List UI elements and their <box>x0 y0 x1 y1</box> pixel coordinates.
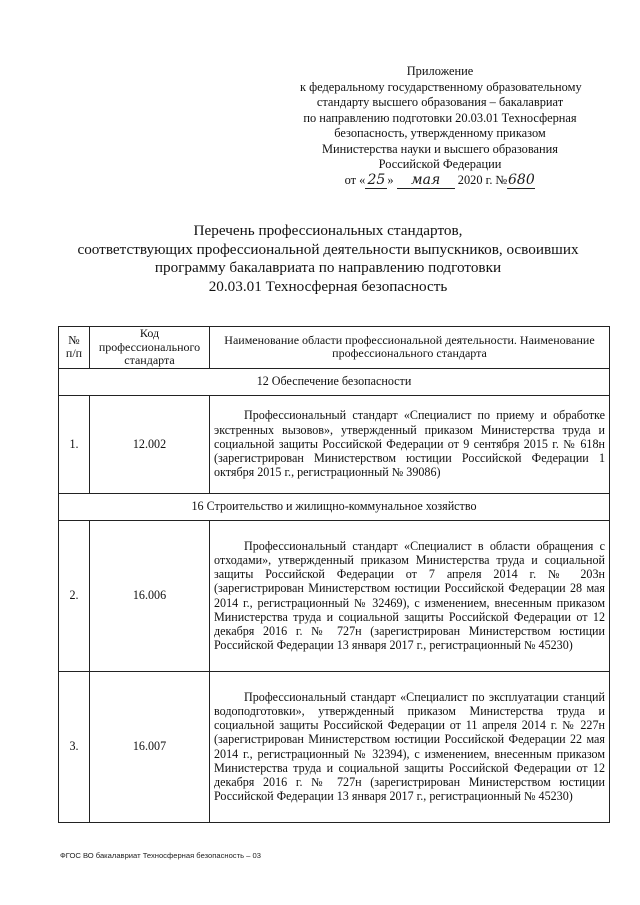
table-row <box>59 395 610 493</box>
standards-table <box>58 326 610 823</box>
section-row <box>59 368 610 395</box>
header-num: № п/п <box>59 327 90 369</box>
appendix-block <box>300 64 580 189</box>
row-description <box>210 395 610 493</box>
order-prefix: от « <box>344 172 366 187</box>
row-description <box>210 671 610 822</box>
section-title: 12 Обеспечение безопасности <box>59 368 610 395</box>
appendix-line: Российской Федерации <box>378 157 502 171</box>
order-year: 2020 г. № <box>457 172 508 187</box>
section-title: 16 Строительство и жилищно-коммунальное хозяйство <box>59 493 610 520</box>
row-text: Профессиональный стандарт «Специалист по эксплуатации станций водоподготовки», утвержденный приказом Министерства труда и социальной защиты Российской Федерации от 11 апреля 2014 г. № 227н (зарегистрирован Министерством юстиции Российской Федерации 22 мая 2014 г., регистрационный № 32394), с изменением, внесенным приказом Министерства труда и социальной защиты Российской Федерации от 12 декабря 2016 г. № 727н (зарегистрирован Министерством юстиции Российской Федерации 13 января 2017 г., регистрационный № 45230) <box>214 689 605 804</box>
header-name: Наименование области профессиональной деятельности. Наименование профессионального стандарта <box>210 327 610 369</box>
table-header-row <box>59 327 610 369</box>
section-row <box>59 493 610 520</box>
appendix-line: Приложение <box>406 64 474 78</box>
order-month: мая <box>397 173 455 190</box>
order-day: 25 <box>365 173 387 190</box>
order-mid: » <box>387 172 394 187</box>
page-footer: ФГОС ВО бакалавриат Техносферная безопасность – 03 <box>60 851 261 860</box>
appendix-line: по направлению подготовки 20.03.01 Техносферная <box>303 110 577 125</box>
order-number: 680 <box>508 171 535 188</box>
order-date-line <box>300 173 580 190</box>
row-code: 16.006 <box>90 520 210 671</box>
appendix-line: Министерства науки и высшего образования <box>321 141 559 156</box>
appendix-line: к федеральному государственному образовательному <box>300 79 582 94</box>
row-description <box>210 520 610 671</box>
row-code: 12.002 <box>90 395 210 493</box>
document-title <box>60 222 596 296</box>
title-line: 20.03.01 Техносферная безопасность <box>208 277 448 295</box>
appendix-line: безопасность, утвержденному приказом <box>334 126 546 140</box>
table-row <box>59 671 610 822</box>
row-num: 3. <box>59 671 90 822</box>
title-line: соответствующих профессиональной деятельности выпускников, освоивших <box>77 240 579 258</box>
title-line: программу бакалавриата по направлению подготовки <box>154 259 502 276</box>
appendix-line: стандарту высшего образования – бакалавриат <box>316 95 564 109</box>
row-text: Профессиональный стандарт «Специалист по приему и обработке экстренных вызовов», утвержденный приказом Министерства труда и социальной защиты Российской Федерации от 9 сентября 2015 г. № 618н (зарегистрирован Министерством юстиции Российской Федерации 1 октября 2015 г., регистрационный № 39086) <box>214 408 605 480</box>
row-code: 16.007 <box>90 671 210 822</box>
table-row <box>59 520 610 671</box>
header-code: Код профессионального стандарта <box>90 327 210 369</box>
title-line: Перечень профессиональных стандартов, <box>193 222 463 239</box>
row-num: 1. <box>59 395 90 493</box>
row-text: Профессиональный стандарт «Специалист в области обращения с отходами», утвержденный приказом Министерства труда и социальной защиты Российской Федерации от 7 апреля 2014 г. № 203н (зарегистрирован Министерством юстиции Российской Федерации 28 мая 2014 г., регистрационный № 32469), с изменением, внесенным приказом Министерства труда и социальной защиты Российской Федерации от 12 декабря 2016 г. № 727н (зарегистрирован Министерством юстиции Российской Федерации 13 января 2017 г., регистрационный № 45230) <box>214 538 605 653</box>
row-num: 2. <box>59 520 90 671</box>
